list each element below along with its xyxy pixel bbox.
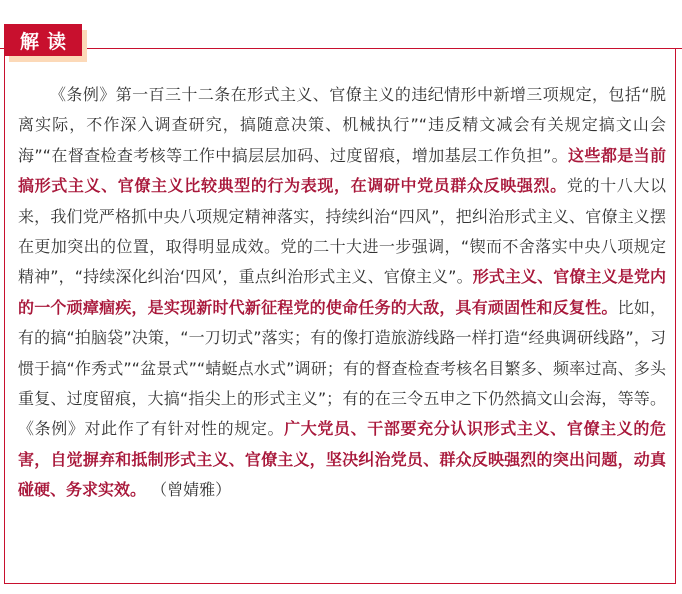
- article-paragraph: [18, 80, 666, 506]
- author-credit: （曾婧雅）: [151, 480, 232, 500]
- highlight-segment-3: 广大党员、干部要充分认识形式主义、官僚主义的危害，自觉摒弃和抵制形式主义、官僚主义，坚决纠治党员、群众反映强烈的突出问题，动真碰硬、务求实效。: [18, 419, 666, 500]
- text-segment-3: 比如，有的搞“拍脑袋”决策，“一刀切式”落实；有的像打造旅游线路一样打造“经典调研线路”，习惯于搞“作秀式”“盆景式”“蜻蜓点水式”调研；有的督查检查考核名目繁多、频率过高、多头重复、过度留痕，大搞“指尖上的形式主义”；有的在三令五申之下仍然搞文山会海，等等。《条例》对此作了有针对性的规定。: [18, 297, 666, 439]
- section-tag: 解读: [4, 24, 82, 56]
- highlight-segment-1: 这些都是当前搞形式主义、官僚主义比较典型的行为表现，在调研中党员群众反映强烈。: [18, 145, 666, 196]
- text-segment-2: 党的十八大以来，我们党严格抓中央八项规定精神落实，持续纠治“四风”，把纠治形式主义、官僚主义摆在更加突出的位置，取得明显成效。党的二十大进一步强调，“锲而不舍落实中央八项规定精神”，“持续深化纠治‘四风’，重点纠治形式主义、官僚主义”。: [18, 176, 666, 287]
- highlight-segment-2: 形式主义、官僚主义是党内的一个顽瘴痼疾，是实现新时代新征程党的使命任务的大敌，具有顽固性和反复性。: [18, 267, 666, 317]
- text-segment-1: 《条例》第一百三十二条在形式主义、官僚主义的违纪情形中新增三项规定，包括“脱离实际，不作深入调查研究，搞随意决策、机械执行”“违反精文减会有关规定搞文山会海”“在督查检查考核等工作中搞层层加码、过度留痕，增加基层工作负担”。: [18, 85, 666, 165]
